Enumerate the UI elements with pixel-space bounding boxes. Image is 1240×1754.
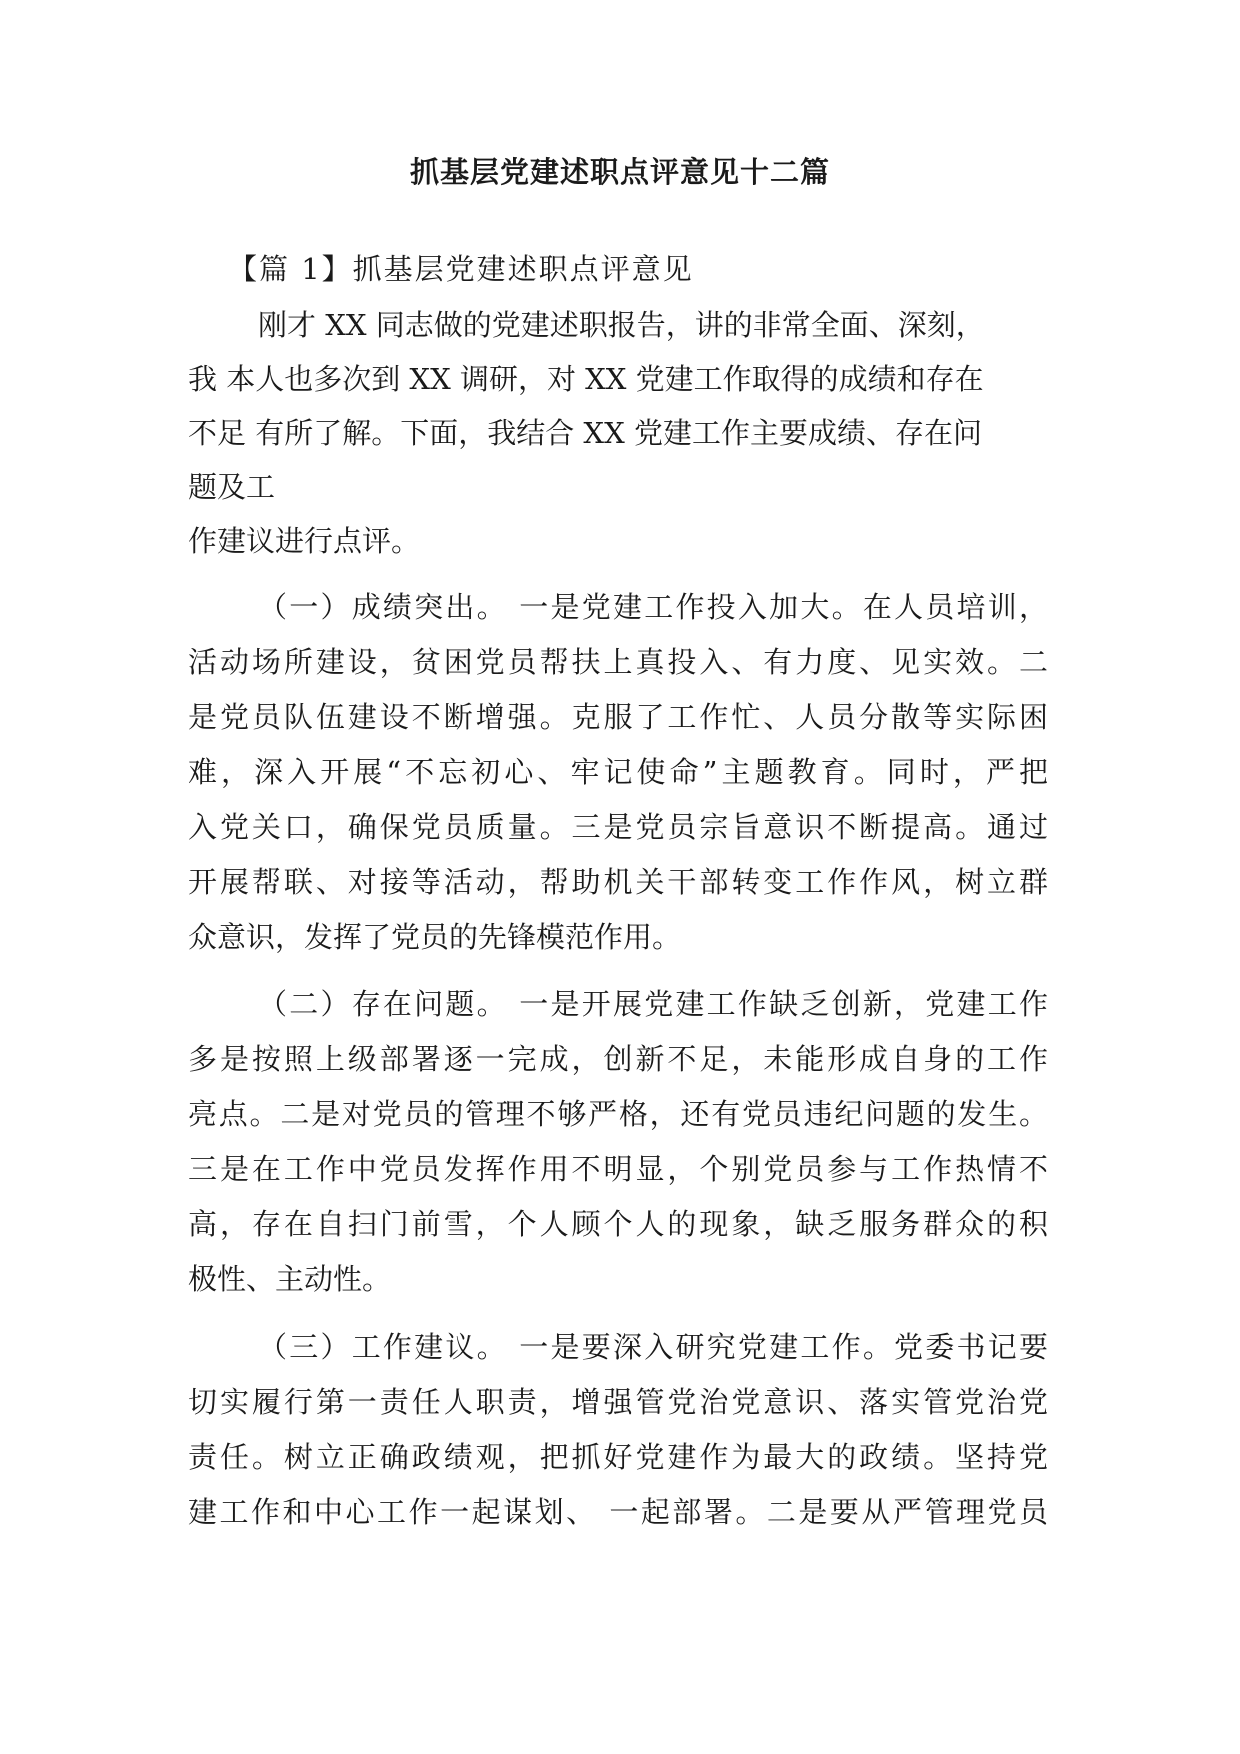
- section-title: 【篇 1】抓基层党建述职点评意见: [228, 252, 694, 286]
- paragraph-line: 责任。树立正确政绩观，把抓好党建作为最大的政绩。坚持党: [188, 1440, 1048, 1474]
- paragraph-line: 众意识，发挥了党员的先锋模范作用。: [188, 920, 682, 954]
- paragraph-line: 极性、主动性。: [188, 1262, 392, 1296]
- paragraph-line: 开展帮联、对接等活动，帮助机关干部转变工作作风，树立群: [188, 865, 1048, 899]
- paragraph-line: 作建议进行点评。: [188, 524, 421, 558]
- paragraph-line: （三）工作建议。 一是要深入研究党建工作。党委书记要: [258, 1330, 1048, 1364]
- paragraph-line: 我 本人也多次到 XX 调研，对 XX 党建工作取得的成绩和存在: [188, 362, 984, 396]
- paragraph-line: （一）成绩突出。 一是党建工作投入加大。在人员培训，: [258, 590, 1048, 624]
- paragraph-line: 题及工: [188, 470, 276, 504]
- paragraph-line: 刚才 XX 同志做的党建述职报告，讲的非常全面、深刻，: [258, 308, 985, 342]
- paragraph-line: 高，存在自扫门前雪，个人顾个人的现象，缺乏服务群众的积: [188, 1207, 1048, 1241]
- paragraph-line: 不足 有所了解。下面，我结合 XX 党建工作主要成绩、存在问: [188, 416, 982, 450]
- paragraph-line: 亮点。二是对党员的管理不够严格，还有党员违纪问题的发生。: [188, 1097, 1048, 1131]
- paragraph-line: 活动场所建设，贫困党员帮扶上真投入、有力度、见实效。二: [188, 645, 1048, 679]
- paragraph-line: 难，深入开展“不忘初心、牢记使命”主题教育。同时，严把: [188, 755, 1048, 789]
- paragraph-line: （二）存在问题。 一是开展党建工作缺乏创新，党建工作: [258, 987, 1048, 1021]
- document-title: 抓基层党建述职点评意见十二篇: [409, 155, 830, 189]
- paragraph-line: 是党员队伍建设不断增强。克服了工作忙、人员分散等实际困: [188, 700, 1048, 734]
- paragraph-line: 三是在工作中党员发挥作用不明显，个别党员参与工作热情不: [188, 1152, 1048, 1186]
- paragraph-line: 切实履行第一责任人职责，增强管党治党意识、落实管党治党: [188, 1385, 1048, 1419]
- paragraph-line: 入党关口，确保党员质量。三是党员宗旨意识不断提高。通过: [188, 810, 1048, 844]
- paragraph-line: 多是按照上级部署逐一完成，创新不足，未能形成自身的工作: [188, 1042, 1048, 1076]
- paragraph-line: 建工作和中心工作一起谋划、 一起部署。二是要从严管理党员: [188, 1495, 1048, 1529]
